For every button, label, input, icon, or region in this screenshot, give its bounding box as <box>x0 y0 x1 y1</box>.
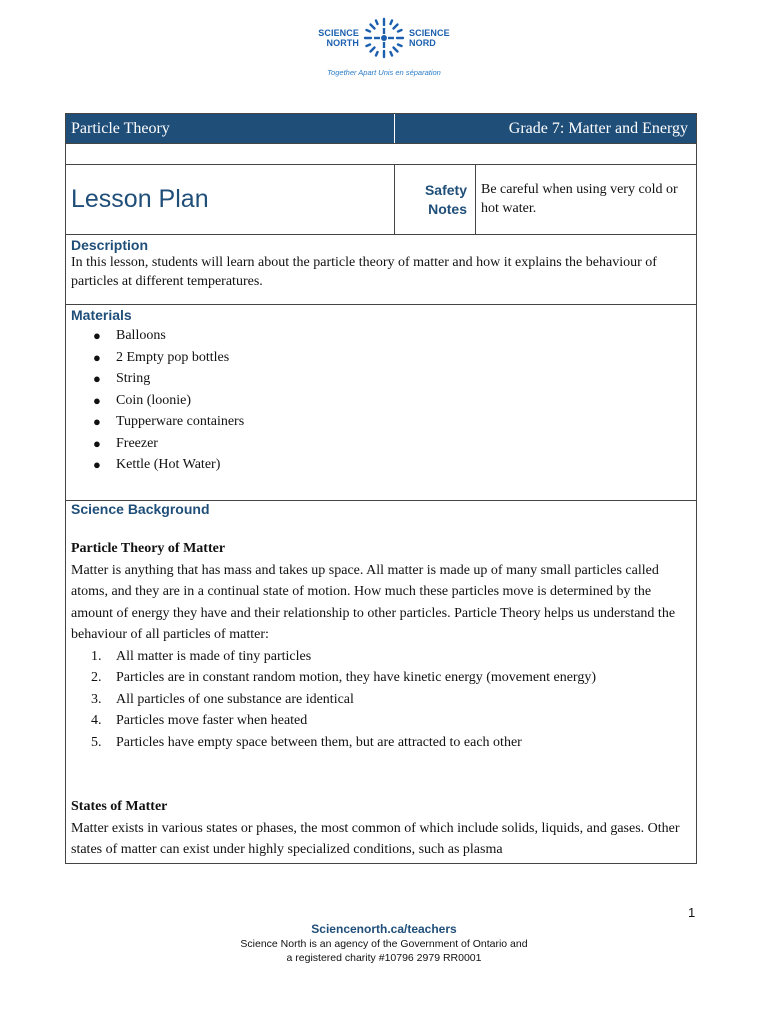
lesson-document <box>65 113 697 864</box>
bullet-icon: ● <box>93 457 101 472</box>
page-number: 1 <box>688 905 696 920</box>
logo-row <box>0 16 768 60</box>
bullet-icon: ● <box>93 392 101 408</box>
states-of-matter-text: Matter exists in various states or phases, the most common of which include solids, liquids, and gases. Other states of matter can exist under highly specialized conditions, such as plasma <box>71 820 680 857</box>
list-item <box>71 347 691 369</box>
lesson-row <box>66 165 696 235</box>
particle-theory-heading: Particle Theory of Matter <box>71 541 226 556</box>
topic-title: Particle Theory <box>66 114 395 143</box>
grade-label: Grade 7: Matter and Energy <box>508 119 688 137</box>
safety-notes-label <box>395 165 476 234</box>
materials-heading: Materials <box>71 307 132 323</box>
list-item <box>71 732 691 754</box>
logo-left-line1: SCIENCE <box>318 28 359 38</box>
list-item <box>71 667 691 689</box>
bullet-icon: ● <box>93 349 101 365</box>
list-item <box>71 710 691 732</box>
section-gap <box>71 517 691 538</box>
teachers-link[interactable]: Sciencenorth.ca/teachers <box>311 922 457 936</box>
section-gap <box>71 753 691 796</box>
logo-text-science-nord <box>409 28 450 48</box>
description-text: In this lesson, students will learn about the particle theory of matter and how it explains the behaviour of particles at different temperatures. <box>71 255 657 289</box>
science-background-heading: Science Background <box>71 501 210 517</box>
point-text: All matter is made of tiny particles <box>116 648 312 664</box>
material-item: 2 Empty pop bottles <box>116 349 230 365</box>
snowflake-logo-icon <box>362 16 406 60</box>
description-heading: Description <box>71 237 149 253</box>
safety-label-line1: Safety <box>424 182 467 198</box>
lesson-plan-title: Lesson Plan <box>66 165 395 234</box>
material-item: Freezer <box>116 435 158 451</box>
list-item <box>71 325 691 347</box>
material-item: Balloons <box>116 328 166 343</box>
list-item <box>71 433 691 455</box>
safety-notes-text: Be careful when using very cold or hot water. <box>481 182 678 216</box>
spacer-row <box>66 144 696 165</box>
bullet-icon: ● <box>93 328 101 343</box>
footer-line2: a registered charity #10796 2979 RR0001 <box>286 952 482 964</box>
bullet-icon: ● <box>93 435 101 451</box>
materials-section <box>66 305 696 501</box>
particle-theory-points <box>71 646 691 754</box>
footer <box>0 922 768 965</box>
list-item <box>71 390 691 412</box>
material-item: Kettle (Hot Water) <box>116 457 221 472</box>
logo-text-science-north <box>318 28 359 48</box>
point-number: 1. <box>91 648 102 664</box>
point-text: All particles of one substance are identical <box>116 691 354 707</box>
material-item: String <box>116 371 151 386</box>
science-background-section <box>66 501 696 863</box>
title-bar <box>66 114 696 144</box>
materials-list <box>71 325 691 476</box>
point-text: Particles move faster when heated <box>116 713 308 728</box>
point-number: 4. <box>91 713 102 728</box>
point-text: Particles are in constant random motion, they have kinetic energy (movement energy) <box>116 670 596 685</box>
footer-line1: Science North is an agency of the Government of Ontario and <box>240 938 528 950</box>
point-text: Particles have empty space between them, but are attracted to each other <box>116 734 522 750</box>
safety-label-line2: Notes <box>428 201 467 217</box>
list-item <box>71 689 691 711</box>
point-number: 2. <box>91 670 102 685</box>
logo-right-line2: NORD <box>409 38 436 48</box>
logo-right-line1: SCIENCE <box>409 28 450 38</box>
point-number: 3. <box>91 691 102 707</box>
bullet-icon: ● <box>93 414 101 429</box>
logo-left-line2: NORTH <box>326 38 359 48</box>
point-number: 5. <box>91 734 102 750</box>
description-section <box>66 235 696 305</box>
list-item <box>71 646 691 668</box>
particle-theory-text: Matter is anything that has mass and takes up space. All matter is made up of many small particles called atoms, and they are in a continual state of motion. How much these particles move is determined by the amount of energy they have and their relationship to other particles. Particle Theory helps us understand the behaviour of all particles of matter: <box>71 562 676 642</box>
list-item <box>71 454 691 476</box>
material-item: Tupperware containers <box>116 414 245 429</box>
tagline: Together Apart Unis en séparation <box>327 68 441 77</box>
list-item <box>71 411 691 433</box>
list-item <box>71 368 691 390</box>
states-of-matter-heading: States of Matter <box>71 799 168 814</box>
material-item: Coin (loonie) <box>116 392 192 408</box>
bullet-icon: ● <box>93 371 101 386</box>
header-logo <box>0 14 768 84</box>
